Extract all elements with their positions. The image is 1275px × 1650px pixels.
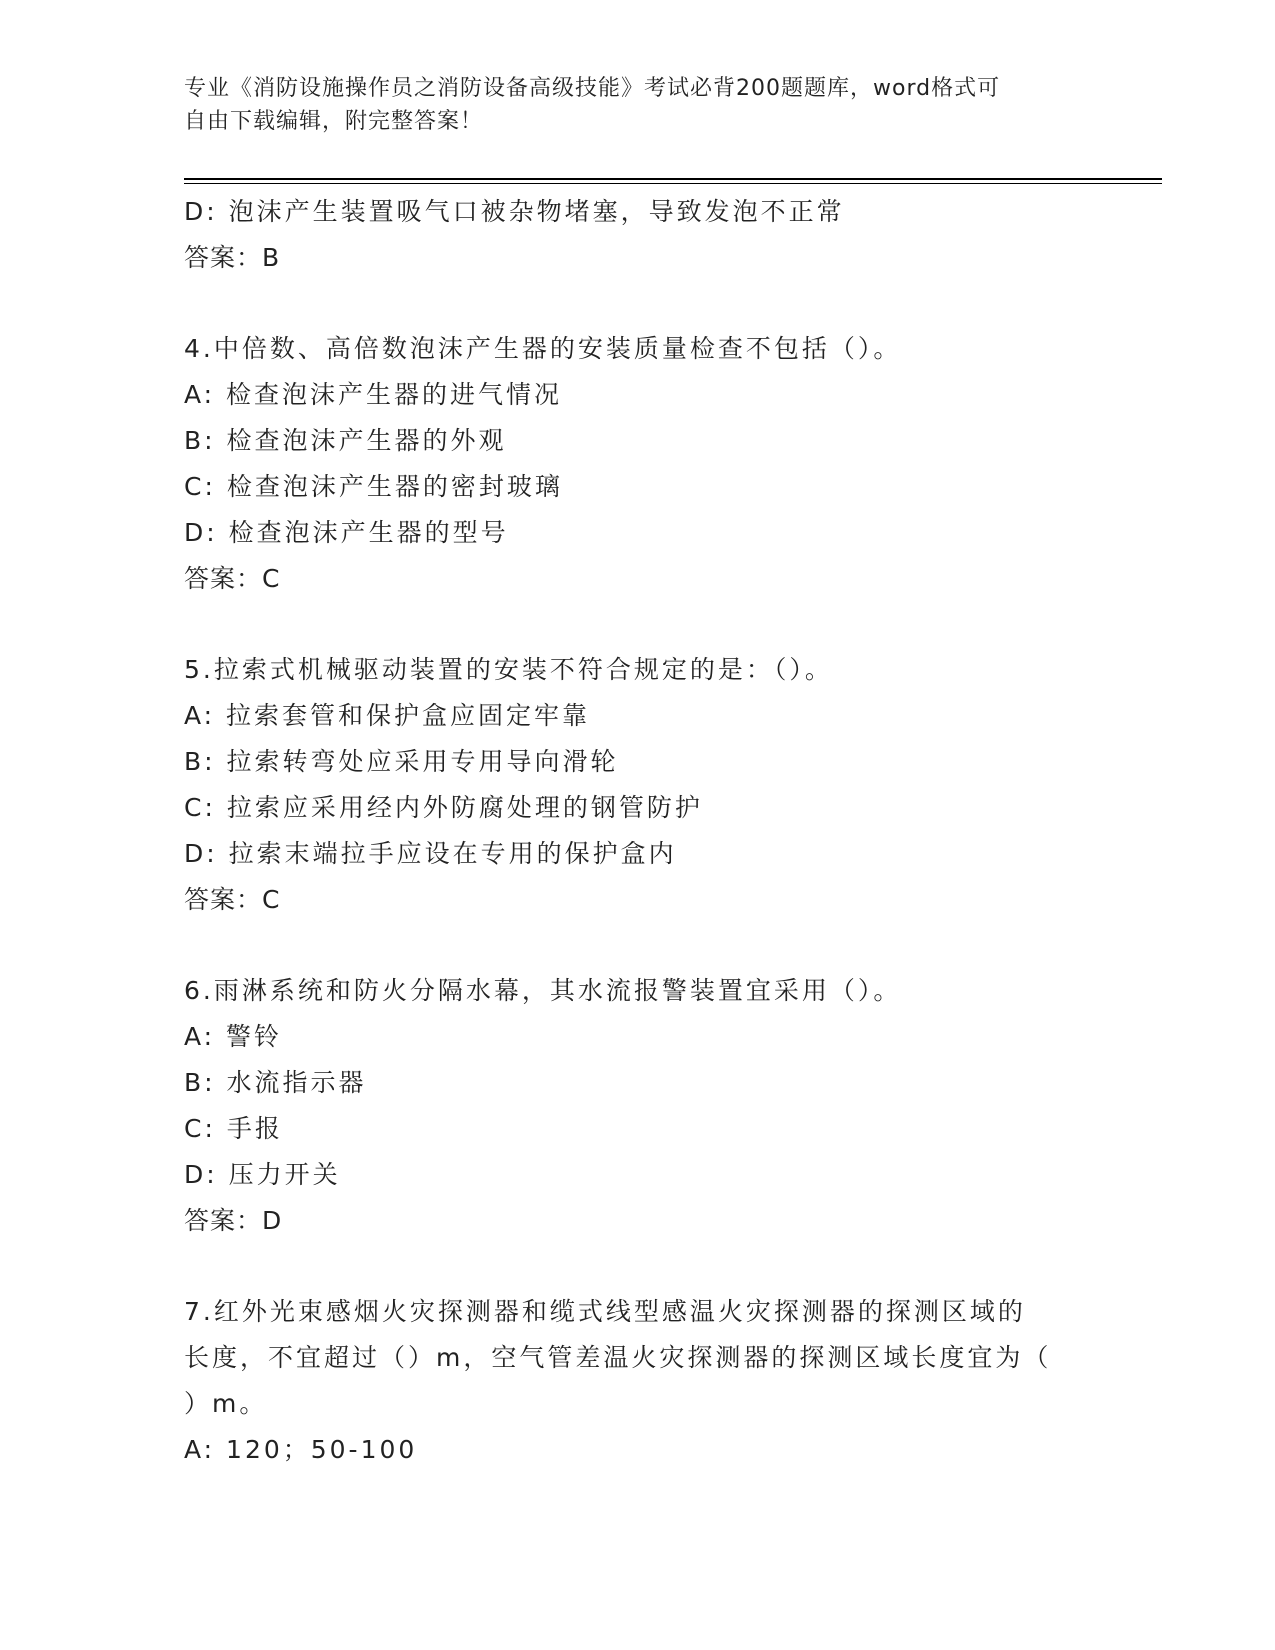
answer-line: 答案：B <box>184 243 281 272</box>
header-line-2: 自由下载编辑，附完整答案！ <box>184 109 484 134</box>
question-4 <box>184 326 1084 602</box>
option-b: B: 检查泡沫产生器的外观 <box>184 426 507 455</box>
question-stem: 6.雨淋系统和防火分隔水幕，其水流报警装置宜采用（）。 <box>184 976 902 1005</box>
question-stem: 4.中倍数、高倍数泡沫产生器的安装质量检查不包括（）。 <box>184 334 902 363</box>
answer-line: 答案：C <box>184 564 281 593</box>
document-header <box>184 72 1064 138</box>
question-stem: 5.拉索式机械驱动装置的安装不符合规定的是：（）。 <box>184 655 833 684</box>
question-stem-line-3: ）m。 <box>184 1389 268 1418</box>
option-d: D: 检查泡沫产生器的型号 <box>184 518 509 547</box>
question-stem-line-1: 7.红外光束感烟火灾探测器和缆式线型感温火灾探测器的探测区域的 <box>184 1297 1026 1326</box>
question-6 <box>184 968 1084 1244</box>
option-a: A: 拉索套管和保护盒应固定牢靠 <box>184 701 591 730</box>
header-divider-thick <box>184 178 1162 180</box>
question-3-tail <box>184 189 1084 281</box>
question-stem-line-2: 长度，不宜超过（）m，空气管差温火灾探测器的探测区域长度宜为（ <box>184 1343 1052 1372</box>
question-content <box>184 189 1084 1473</box>
header-divider-thin <box>184 183 1162 184</box>
option-b: B: 拉索转弯处应采用专用导向滑轮 <box>184 747 619 776</box>
option-a: A: 警铃 <box>184 1022 283 1051</box>
option-c: C: 手报 <box>184 1114 283 1143</box>
option-a: A: 120；50-100 <box>184 1435 418 1464</box>
question-7 <box>184 1289 1084 1473</box>
option-b: B: 水流指示器 <box>184 1068 367 1097</box>
option-a: A: 检查泡沫产生器的进气情况 <box>184 380 563 409</box>
header-line-1: 专业《消防设施操作员之消防设备高级技能》考试必背200题题库，word格式可 <box>184 76 1001 101</box>
answer-line: 答案：C <box>184 885 281 914</box>
option-d: D: 泡沫产生装置吸气口被杂物堵塞，导致发泡不正常 <box>184 197 845 226</box>
option-d: D: 压力开关 <box>184 1160 341 1189</box>
option-c: C: 检查泡沫产生器的密封玻璃 <box>184 472 563 501</box>
option-c: C: 拉索应采用经内外防腐处理的钢管防护 <box>184 793 703 822</box>
option-d: D: 拉索末端拉手应设在专用的保护盒内 <box>184 839 677 868</box>
answer-line: 答案：D <box>184 1206 283 1235</box>
question-5 <box>184 647 1084 923</box>
